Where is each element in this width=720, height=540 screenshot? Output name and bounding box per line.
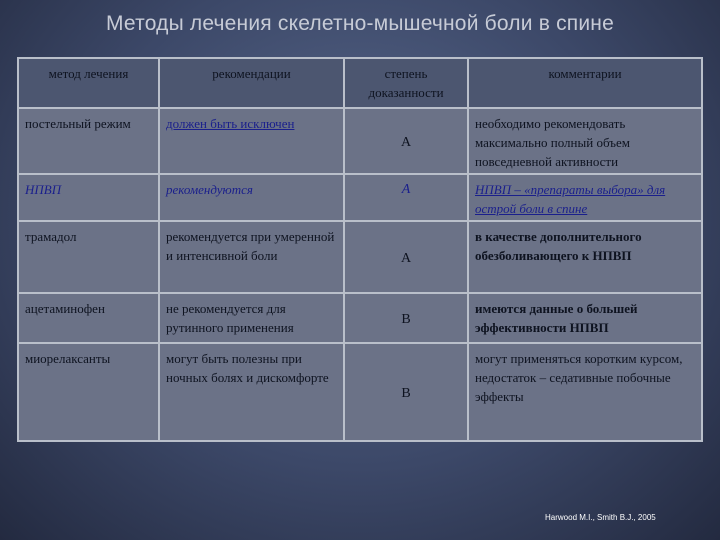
cell-grade: B xyxy=(344,343,468,441)
cell-comment: могут применяться коротким курсом, недостаток – седативные побочные эффекты xyxy=(468,343,702,441)
cell-recommendation: рекомендуются xyxy=(159,174,344,221)
cell-method: трамадол xyxy=(18,221,159,293)
table-row xyxy=(18,221,702,293)
cell-recommendation: рекомендуется при умеренной и интенсивной боли xyxy=(159,221,344,293)
header-comment: комментарии xyxy=(468,58,702,108)
table-row xyxy=(18,174,702,221)
table-row xyxy=(18,343,702,441)
cell-method: постельный режим xyxy=(18,108,159,174)
header-method: метод лечения xyxy=(18,58,159,108)
treatment-table-grid xyxy=(17,57,703,442)
slide-title: Методы лечения скелетно-мышечной боли в спине xyxy=(106,12,614,35)
cell-comment: необходимо рекомендовать максимально полный объем повседневной активности xyxy=(468,108,702,174)
cell-method: миорелаксанты xyxy=(18,343,159,441)
cell-comment: НПВП – «препараты выбора» для острой боли в спине xyxy=(468,174,702,221)
header-recommendation: рекомендации xyxy=(159,58,344,108)
cell-comment: имеются данные о большей эффективности НПВП xyxy=(468,293,702,343)
header-grade: степень доказанности xyxy=(344,58,468,108)
cell-method: ацетаминофен xyxy=(18,293,159,343)
cell-comment: в качестве дополнительного обезболивающего к НПВП xyxy=(468,221,702,293)
citation: Harwood M.I., Smith B.J., 2005 xyxy=(545,513,656,522)
cell-grade: A xyxy=(344,221,468,293)
cell-recommendation: должен быть исключен xyxy=(159,108,344,174)
cell-method: НПВП xyxy=(18,174,159,221)
cell-grade: A xyxy=(344,108,468,174)
cell-recommendation: могут быть полезны при ночных болях и дискомфорте xyxy=(159,343,344,441)
cell-recommendation: не рекомендуется для рутинного применения xyxy=(159,293,344,343)
treatment-table xyxy=(17,57,701,439)
table-header-row xyxy=(18,58,702,108)
table-row xyxy=(18,108,702,174)
table-row xyxy=(18,293,702,343)
cell-grade: A xyxy=(344,174,468,221)
cell-grade: B xyxy=(344,293,468,343)
